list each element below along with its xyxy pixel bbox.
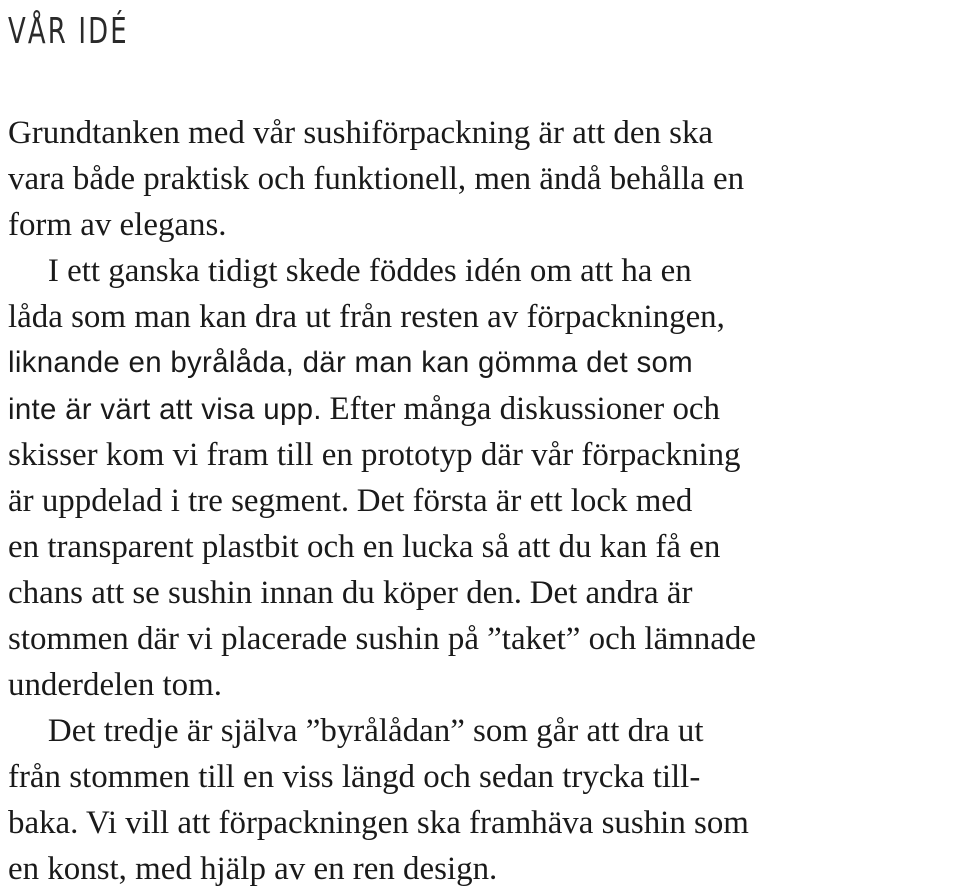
text-line: en transparent plastbit och en lucka så att du kan få en — [8, 529, 721, 565]
text-line: Det tredje är själva ”byrålådan” som går att dra ut — [47, 713, 704, 749]
text-line: I ett ganska tidigt skede föddes idén om att ha en — [47, 253, 692, 289]
text-segment: Efter många diskussioner och — [329, 391, 720, 427]
body-text — [8, 110, 958, 892]
text-line: skisser kom vi fram till en prototyp där vår förpackning — [8, 437, 741, 473]
text-line: från stommen till en viss längd och sedan trycka till- — [8, 759, 701, 795]
text-line: stommen där vi placerade sushin på ”taket” och lämnade — [8, 621, 756, 657]
text-line-mixed — [8, 386, 956, 432]
text-segment: inte är värt att visa upp. — [8, 393, 322, 426]
text-line-mixed — [8, 570, 956, 616]
page-title: VÅR IDÉ — [8, 11, 129, 52]
text-line: baka. Vi vill att förpackningen ska framhäva sushin som — [8, 805, 749, 841]
text-line: form av elegans. — [8, 207, 227, 243]
text-line: liknande en byrålåda, där man kan gömma det som — [8, 346, 693, 379]
text-line: låda som man kan dra ut från resten av förpackningen, — [8, 299, 725, 335]
text-segment: Det andra är — [529, 575, 693, 611]
text-line: underdelen tom. — [8, 667, 222, 703]
text-segment: Det första är ett lock med — [356, 483, 693, 519]
text-segment: är uppdelad i tre segment. — [8, 483, 350, 519]
text-line-mixed — [8, 478, 956, 524]
text-line: vara både praktisk och funktionell, men ändå behålla en — [8, 161, 745, 197]
text-segment: chans att se sushin innan du köper den. — [8, 575, 522, 611]
text-line: Grundtanken med vår sushiförpackning är att den ska — [8, 115, 714, 151]
text-line: en konst, med hjälp av en ren design. — [8, 851, 498, 887]
